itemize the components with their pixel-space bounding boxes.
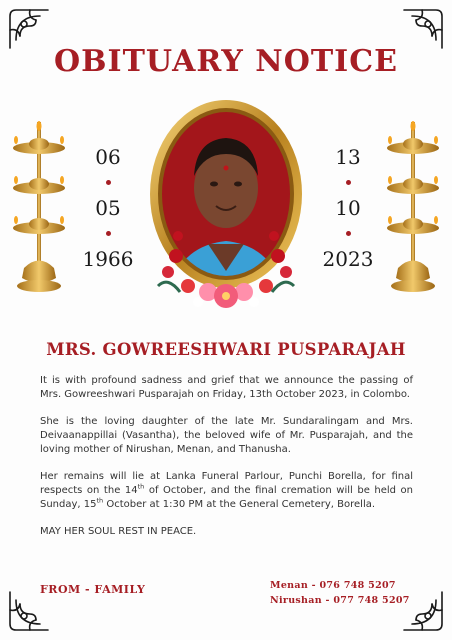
from-label: FROM - FAMILY [40, 583, 146, 596]
oil-lamp-icon [10, 118, 68, 298]
date-separator-dot [106, 180, 111, 185]
contact-menan: Menan - 076 748 5207 [270, 580, 396, 591]
paragraph-funeral-details: Her remains will lie at Lanka Funeral Parlour, Punchi Borella, for final respects on the 14th of October, and the final cremation will be held on Sunday, 15th October at 1:30 PM at the General Cemetery, Borella. [40, 471, 414, 510]
contact-list [270, 578, 410, 608]
date-separator-dot [346, 231, 351, 236]
birth-day: 06 [95, 145, 121, 169]
death-date [308, 142, 388, 274]
death-year: 2023 [322, 247, 374, 271]
birth-year: 1966 [82, 247, 134, 271]
deceased-name: MRS. GOWREESHWARI PUSPARAJAH [46, 340, 406, 359]
page-title: OBITUARY NOTICE [54, 44, 398, 79]
date-separator-dot [106, 231, 111, 236]
death-month: 10 [335, 196, 361, 220]
obituary-text [40, 374, 413, 539]
date-separator-dot [346, 180, 351, 185]
oil-lamp-icon [384, 118, 442, 298]
portrait-photo [138, 96, 314, 316]
paragraph-closing: MAY HER SOUL REST IN PEACE. [40, 526, 197, 537]
birth-date [68, 142, 148, 274]
contact-nirushan: Nirushan - 077 748 5207 [270, 595, 410, 606]
death-day: 13 [335, 145, 361, 169]
paragraph-announcement: It is with profound sadness and grief that we announce the passing of Mrs. Gowreeshwari Pusparajah on Friday, 13th October 2023, in Colombo. [40, 375, 413, 400]
birth-month: 05 [95, 196, 121, 220]
paragraph-family: She is the loving daughter of the late Mr. Sundaralingam and Mrs. Deivaanappillai (Vasantha), the beloved wife of Mr. Pusparajah, and the loving mother of Nirushan, Menan, and Thanusha. [40, 416, 413, 455]
